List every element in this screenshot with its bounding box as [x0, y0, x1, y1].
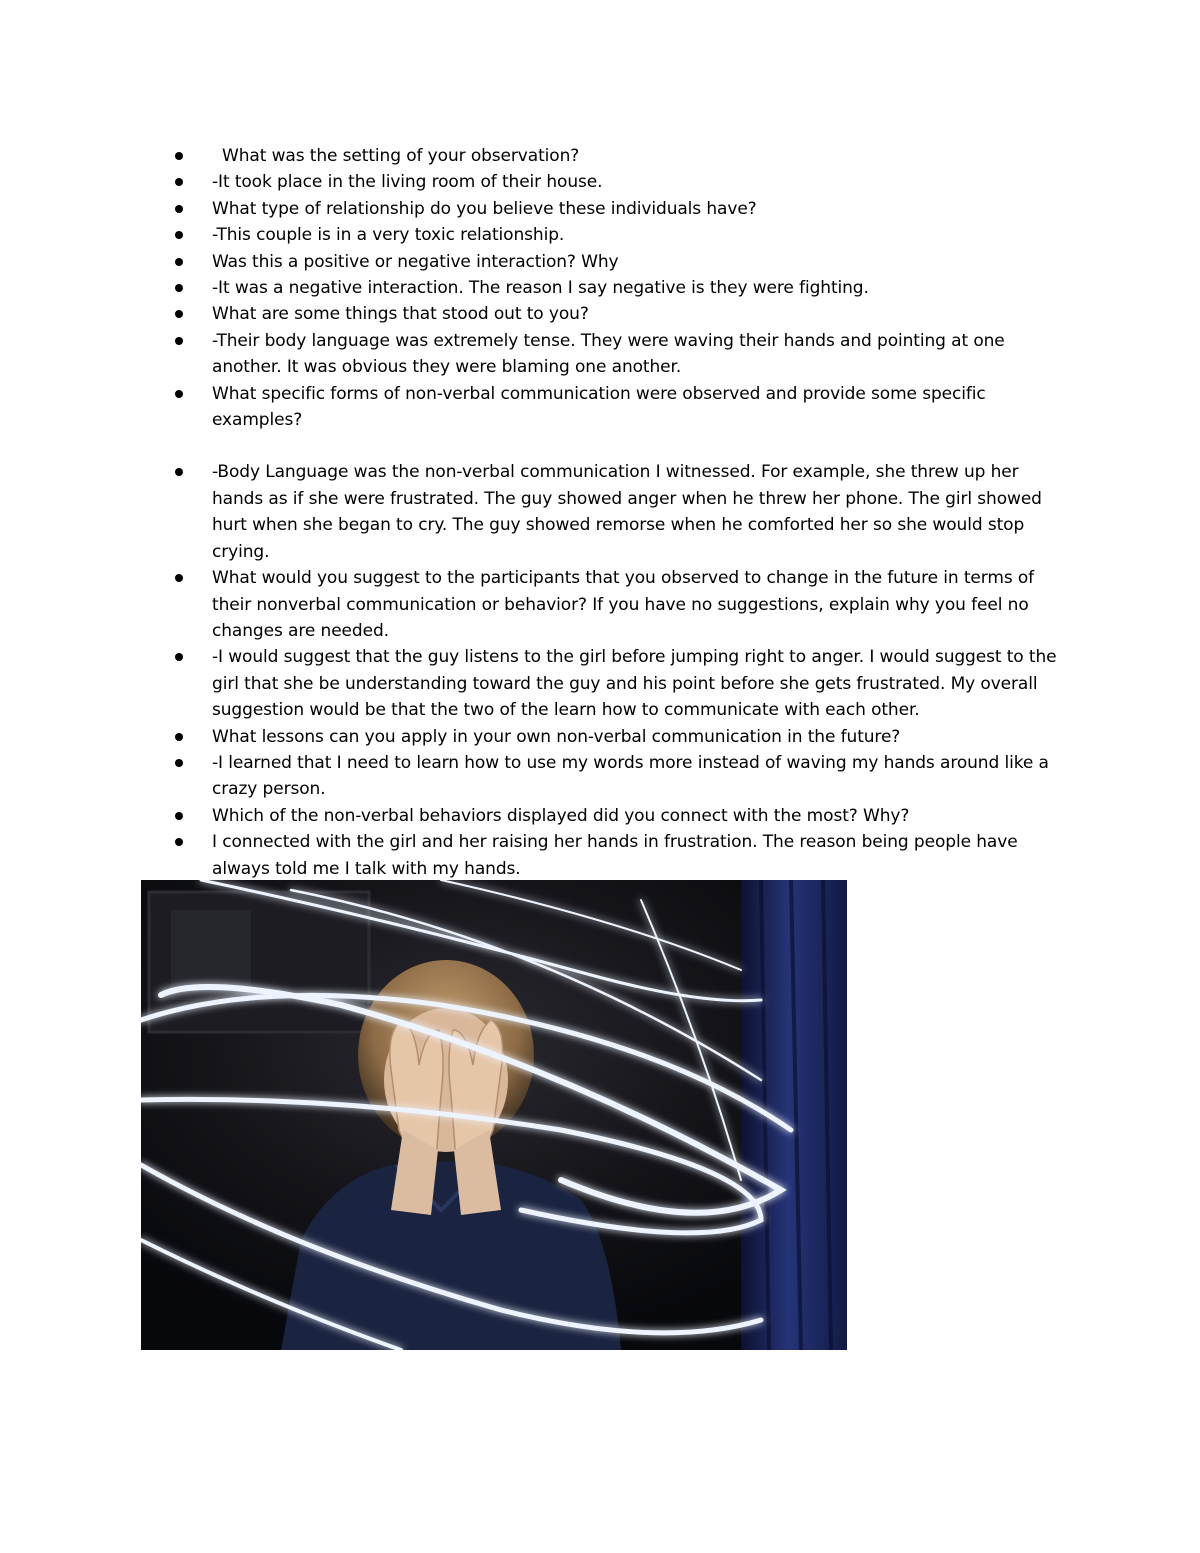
question-text: Which of the non-verbal behaviors displayed did you connect with the most? Why? — [212, 805, 910, 826]
answer-text: -I would suggest that the guy listens to the girl before jumping right to anger. I would suggest to the girl that she be understanding toward the guy and his point before she gets frustrated. My overall suggestion would be that the two of the learn how to communicate with each other. — [212, 647, 1057, 721]
bullet-icon — [175, 390, 183, 398]
bullet-icon — [175, 178, 183, 186]
question-text: What was the setting of your observation? — [222, 146, 580, 166]
list-item — [212, 275, 1062, 301]
bullet-icon — [175, 337, 183, 345]
question-text: What would you suggest to the participants that you observed to change in the future in terms of their nonverbal communication or behavior? If you have no suggestions, explain why you feel no changes are needed. — [212, 568, 1035, 641]
answer-text: -This couple is in a very toxic relationship. — [212, 225, 565, 246]
answer-text: -I learned that I need to learn how to use my words more instead of waving my hands around like a crazy person. — [212, 752, 1049, 800]
bullet-icon — [175, 574, 183, 582]
list-item — [212, 829, 1062, 882]
bullet-icon — [175, 733, 183, 741]
question-text: What are some things that stood out to you? — [212, 304, 589, 325]
answer-text: -It was a negative interaction. The reason I say negative is they were fighting. — [212, 278, 869, 299]
list-item — [212, 249, 1062, 275]
list-item — [212, 196, 1062, 222]
list-item — [212, 328, 1062, 381]
bullet-icon — [175, 231, 183, 239]
list-item — [212, 169, 1062, 195]
question-text: Was this a positive or negative interaction? Why — [212, 251, 619, 272]
list-item — [212, 803, 1062, 829]
light-trail-photo — [141, 880, 847, 1350]
bullet-icon — [175, 205, 183, 213]
question-text: What specific forms of non-verbal communication were observed and provide some specific examples? — [212, 383, 986, 431]
list-item — [212, 565, 1062, 644]
bullet-icon — [175, 812, 183, 820]
bullet-icon — [175, 152, 183, 160]
question-answer-list — [212, 143, 1062, 882]
bullet-icon — [175, 284, 183, 292]
list-item — [212, 222, 1062, 248]
list-item — [212, 750, 1062, 803]
list-item — [212, 459, 1062, 565]
list-item — [212, 724, 1062, 750]
list-item — [212, 644, 1062, 723]
bullet-icon — [175, 838, 183, 846]
bullet-icon — [175, 759, 183, 767]
question-text: What lessons can you apply in your own non-verbal communication in the future? — [212, 726, 901, 747]
question-text: What type of relationship do you believe these individuals have? — [212, 198, 757, 219]
list-item — [212, 381, 1062, 434]
bullet-icon — [175, 258, 183, 266]
answer-text: -It took place in the living room of their house. — [212, 172, 603, 193]
photo-illustration — [141, 880, 847, 1350]
list-item — [212, 143, 1062, 169]
bullet-icon — [175, 310, 183, 318]
bullet-icon — [175, 468, 183, 476]
bullet-icon — [175, 653, 183, 661]
answer-text: -Body Language was the non-verbal communication I witnessed. For example, she threw up her hands as if she were frustrated. The guy showed anger when he threw her phone. The girl showed hurt when she began to cry. The guy showed remorse when he comforted her so she would stop crying. — [212, 462, 1042, 562]
answer-text: I connected with the girl and her raising her hands in frustration. The reason being people have always told me I talk with my hands. — [212, 832, 1018, 879]
answer-text: -Their body language was extremely tense. They were waving their hands and pointing at one another. It was obvious they were blaming one another. — [212, 330, 1005, 378]
list-item — [212, 301, 1062, 327]
